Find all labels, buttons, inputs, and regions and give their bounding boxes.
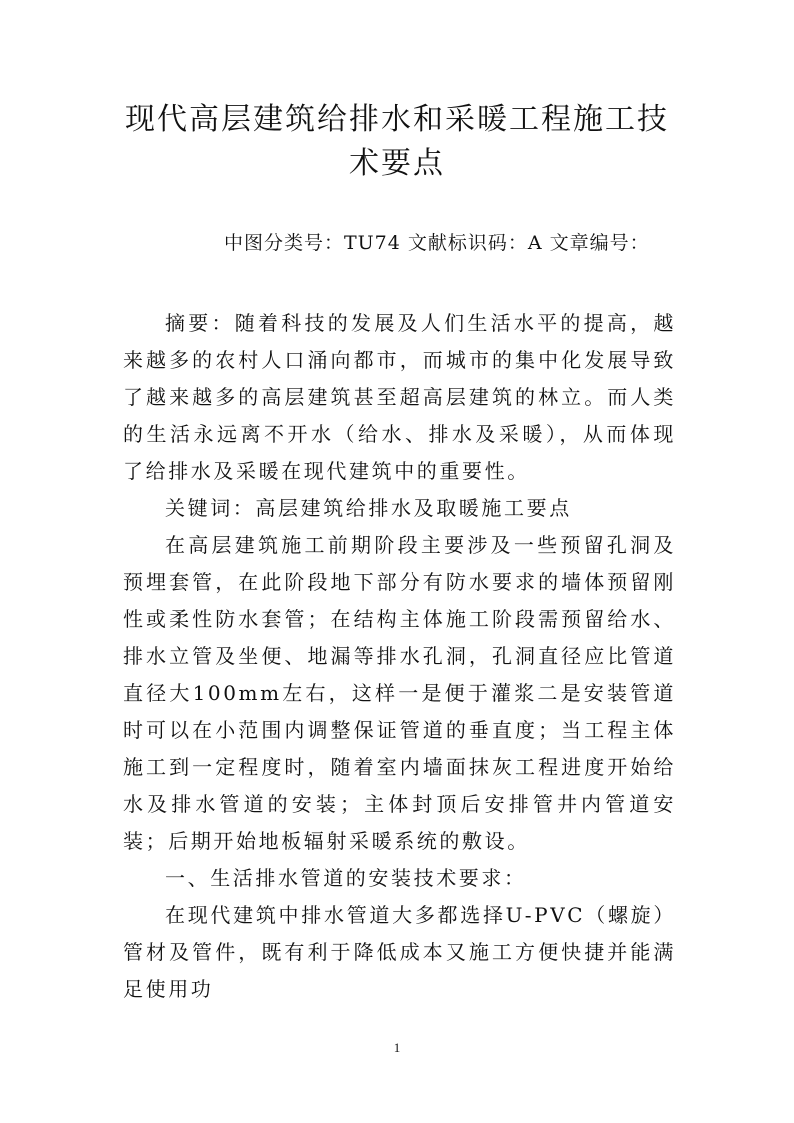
body-paragraph: 在现代建筑中排水管道大多都选择U-PVC（螺旋）管材及管件，既有利于降低成本又施工方便快捷并能满足使用功 [123, 903, 676, 1001]
keywords-paragraph: 关键词：高层建筑给排水及取暖施工要点 [165, 496, 572, 520]
body-text [123, 305, 676, 1008]
abstract-paragraph: 摘要：随着科技的发展及人们生活水平的提高，越来越多的农村人口涌向都市，而城市的集中化发展导致了越来越多的高层建筑甚至超高层建筑的林立。而人类的生活永远离不开水（给水、排水及采暖），从而体现了给排水及采暖在现代建筑中的重要性。 [123, 311, 676, 483]
document-title: 现代高层建筑给排水和采暖工程施工技术要点 [125, 102, 669, 181]
classification-line: 中图分类号：TU74 文献标识码：A 文章编号： [224, 232, 650, 254]
section-heading: 一、生活排水管道的安装技术要求： [165, 866, 527, 890]
page-number: 1 [393, 1040, 401, 1055]
body-paragraph: 在高层建筑施工前期阶段主要涉及一些预留孔洞及预埋套管，在此阶段地下部分有防水要求的墙体预留刚性或柔性防水套管；在结构主体施工阶段需预留给水、排水立管及坐便、地漏等排水孔洞，孔洞直径应比管道直径大100mm左右，这样一是便于灌浆二是安装管道时可以在小范围内调整保证管道的垂直度；当工程主体施工到一定程度时，随着室内墙面抹灰工程进度开始给水及排水管道的安装；主体封顶后安排管井内管道安装；后期开始地板辐射采暖系统的敷设。 [123, 533, 676, 853]
